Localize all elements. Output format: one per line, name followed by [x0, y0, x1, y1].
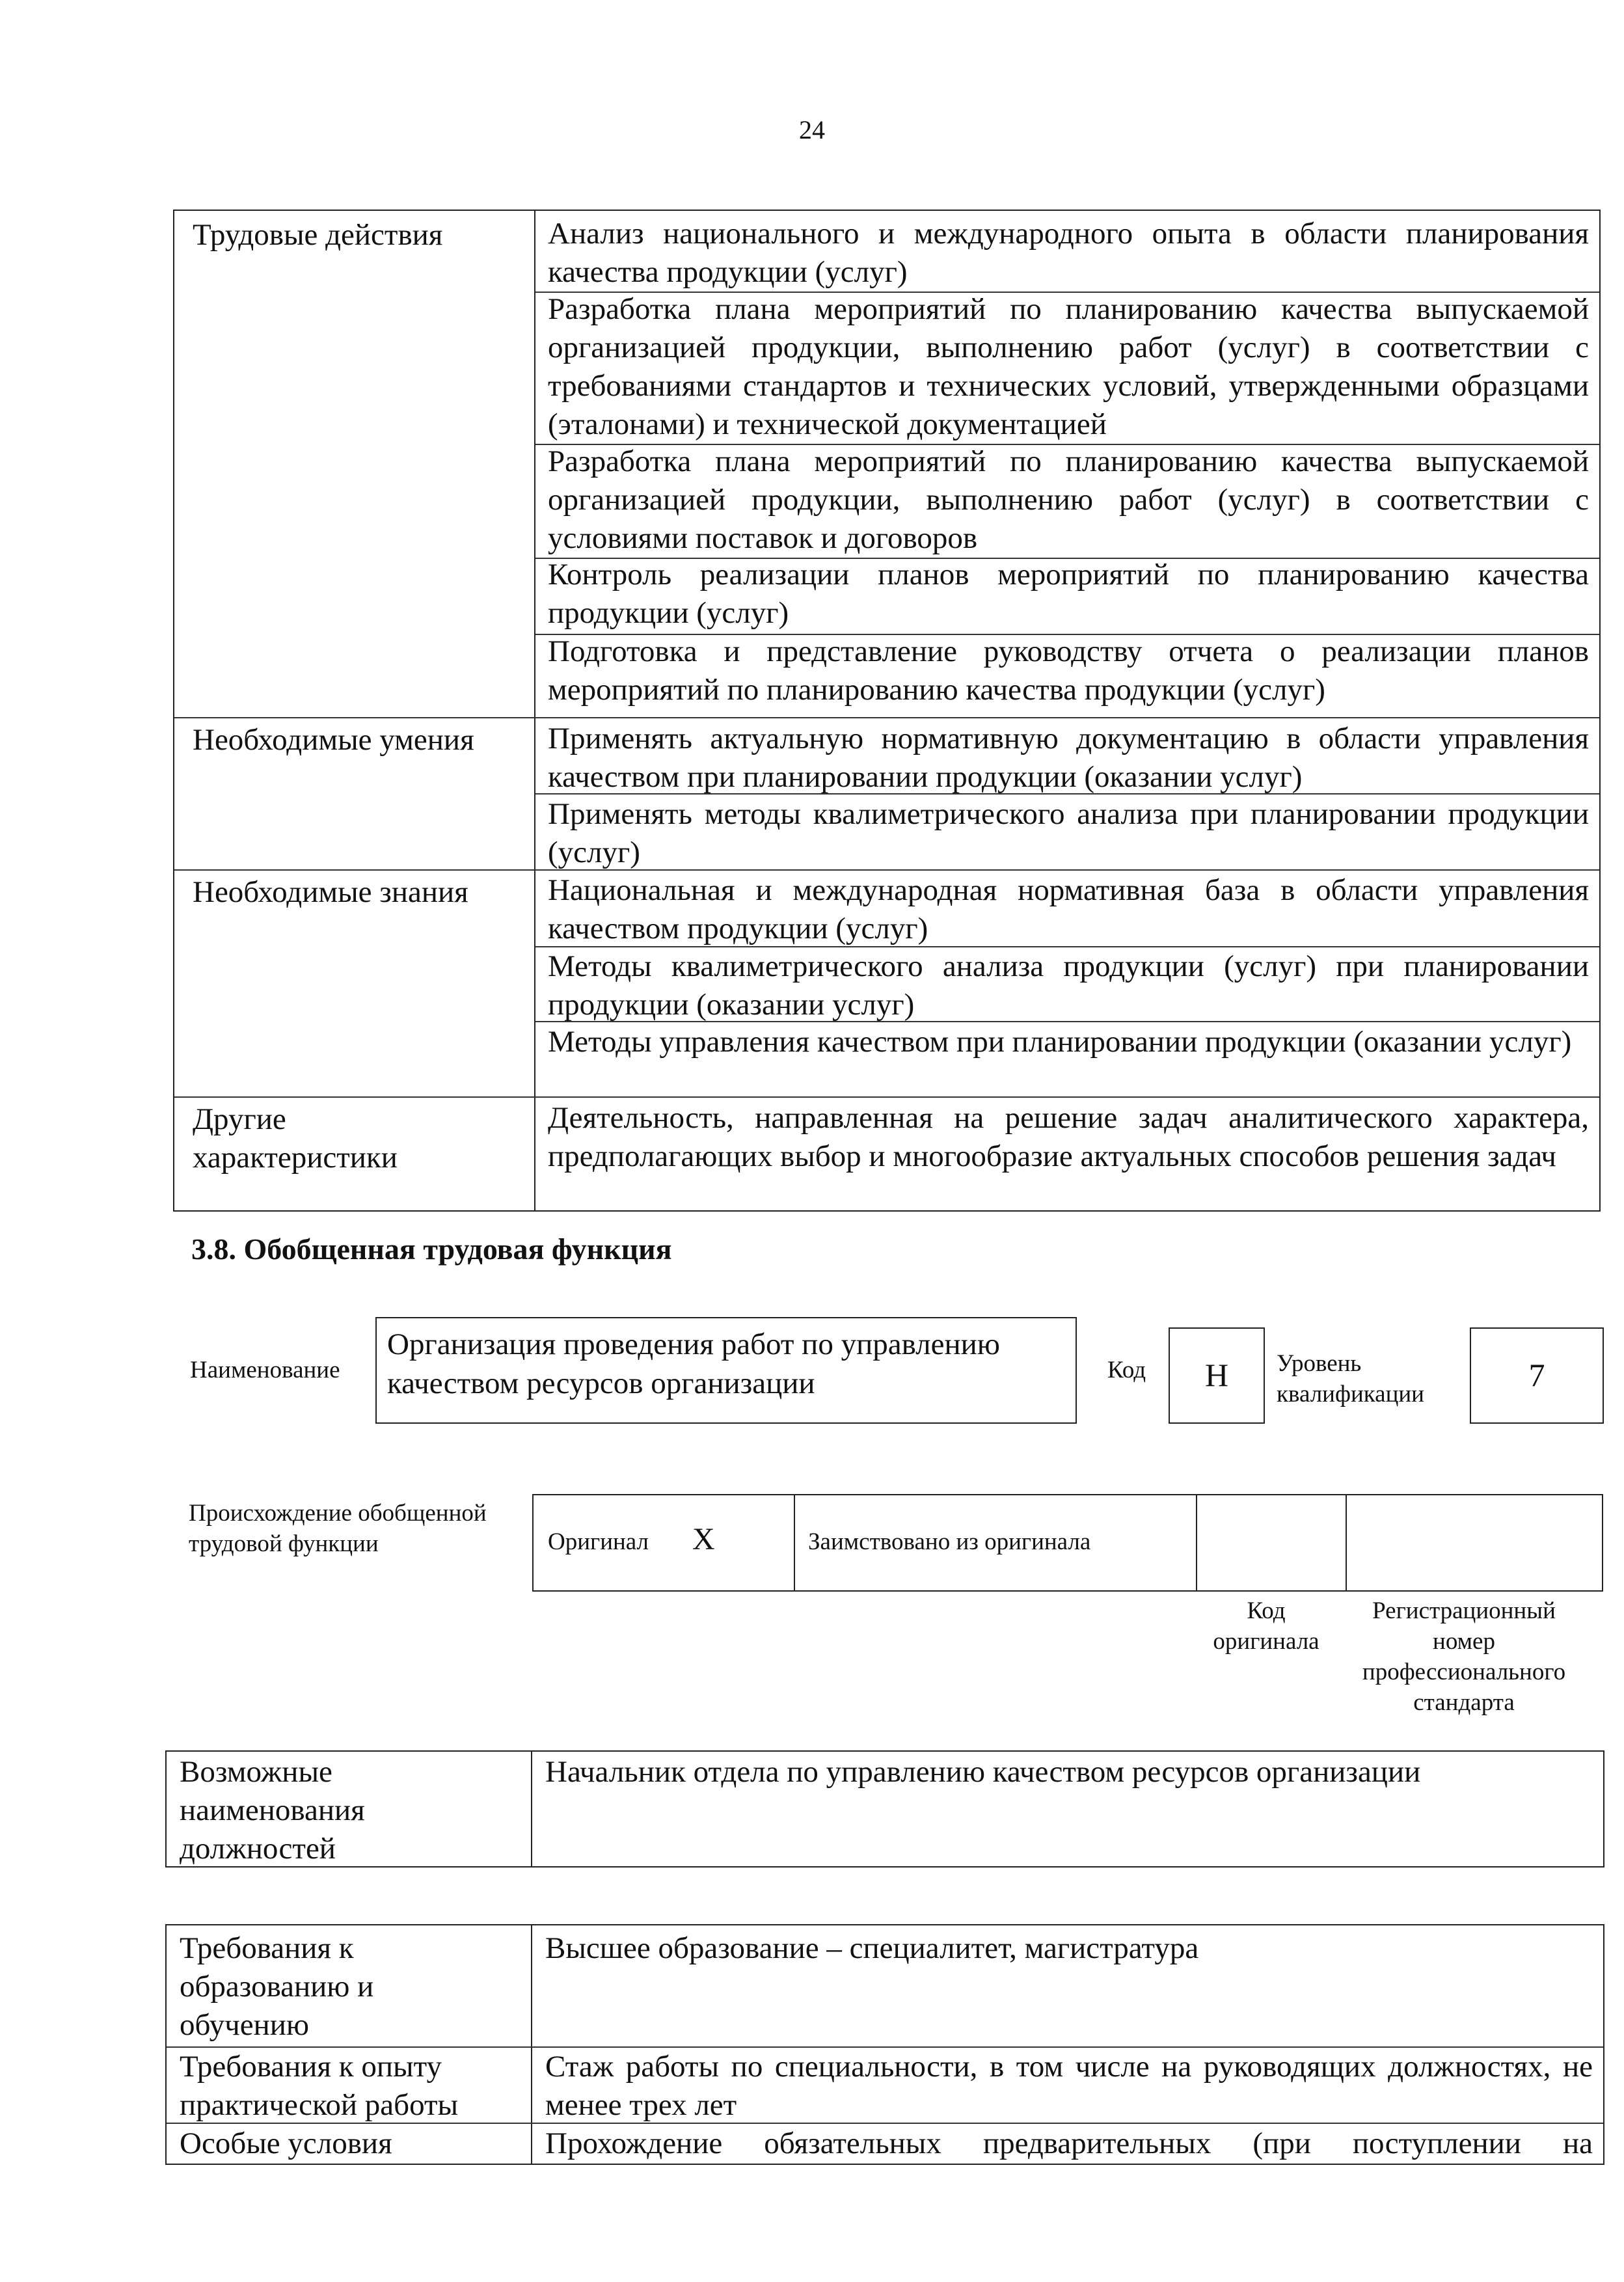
education-requirements-value: Высшее образование – специалитет, магистратура [545, 1931, 1199, 1965]
skill-item: Применять актуальную нормативную документацию в области управления качеством при планировании продукции (оказании услуг) [548, 722, 1589, 794]
original-mark: X [692, 1522, 715, 1556]
borrowed-label: Заимствовано из оригинала [808, 1528, 1091, 1555]
requirements-table [165, 1924, 1604, 2165]
knowledge-item: Методы квалиметрического анализа продукции (услуг) при планировании продукции (оказании услуг) [548, 949, 1589, 1022]
level-label: Уровень квалификации [1277, 1350, 1424, 1407]
special-conditions-label: Особые условия [180, 2126, 392, 2160]
level-value: 7 [1528, 1357, 1545, 1393]
section-title: 3.8. Обобщенная трудовая функция [191, 1232, 672, 1266]
experience-requirements-value: Стаж работы по специальности, в том числе на руководящих должностях, не менее трех лет [545, 2050, 1593, 2122]
registration-number-caption: Регистрационный номер профессионального стандарта [1362, 1597, 1566, 1716]
knowledge-item: Национальная и международная нормативная база в области управления качеством продукции (услуг) [548, 873, 1589, 945]
knowledge-label: Необходимые знания [193, 875, 468, 909]
function-name: Организация проведения работ по управлению качеством ресурсов организации [387, 1327, 1000, 1400]
labor-actions-label: Трудовые действия [193, 218, 443, 252]
origin-label: Происхождение обобщенной трудовой функции [189, 1500, 487, 1557]
positions-value: Начальник отдела по управлению качеством ресурсов организации [545, 1755, 1421, 1789]
original-label: Оригинал [548, 1528, 649, 1555]
other-characteristics-label: Другие характеристики [193, 1102, 398, 1175]
skill-item: Применять методы квалиметрического анализа при планировании продукции (услуг) [548, 797, 1589, 869]
education-requirements-label: Требования к образованию и обучению [180, 1931, 374, 2042]
labor-action-item: Подготовка и представление руководству отчета о реализации планов мероприятий по планированию качества продукции (услуг) [548, 634, 1589, 707]
labor-action-item: Контроль реализации планов мероприятий по планированию качества продукции (услуг) [548, 558, 1589, 630]
level-value-box [1470, 1327, 1604, 1424]
labor-action-item: Разработка плана мероприятий по планированию качества выпускаемой организацией продукции, выполнению работ (услуг) в соответствии с условиями поставок и договоров [548, 444, 1589, 555]
positions-label: Возможные наименования должностей [180, 1755, 365, 1866]
skills-label: Необходимые умения [193, 723, 474, 757]
other-characteristics-item: Деятельность, направленная на решение задач аналитического характера, предполагающих выбор и многообразие актуальных способов решения задач [548, 1101, 1589, 1173]
code-value: H [1204, 1357, 1229, 1393]
labor-action-item: Разработка плана мероприятий по планированию качества выпускаемой организацией продукции, выполнению работ (услуг) в соответствии с требованиями стандартов и технических условий, утвержденными образцами (эталонами) и технической документацией [548, 292, 1589, 441]
special-conditions-value: Прохождение обязательных предварительных (при поступлении на [545, 2126, 1593, 2160]
original-code-caption: Код оригинала [1213, 1597, 1320, 1655]
experience-requirements-label: Требования к опыту практической работы [180, 2050, 459, 2122]
labor-action-item: Анализ национального и международного опыта в области планирования качества продукции (услуг) [548, 217, 1589, 289]
labor-function-table [173, 210, 1601, 1212]
name-label: Наименование [190, 1357, 340, 1383]
code-label: Код [1107, 1357, 1146, 1383]
page-number: 24 [799, 115, 825, 144]
code-value-box [1169, 1327, 1265, 1424]
knowledge-item: Методы управления качеством при планировании продукции (оказании услуг) [548, 1025, 1572, 1059]
origin-row [532, 1494, 1603, 1592]
positions-table [165, 1750, 1604, 1868]
name-value-box [375, 1317, 1077, 1424]
